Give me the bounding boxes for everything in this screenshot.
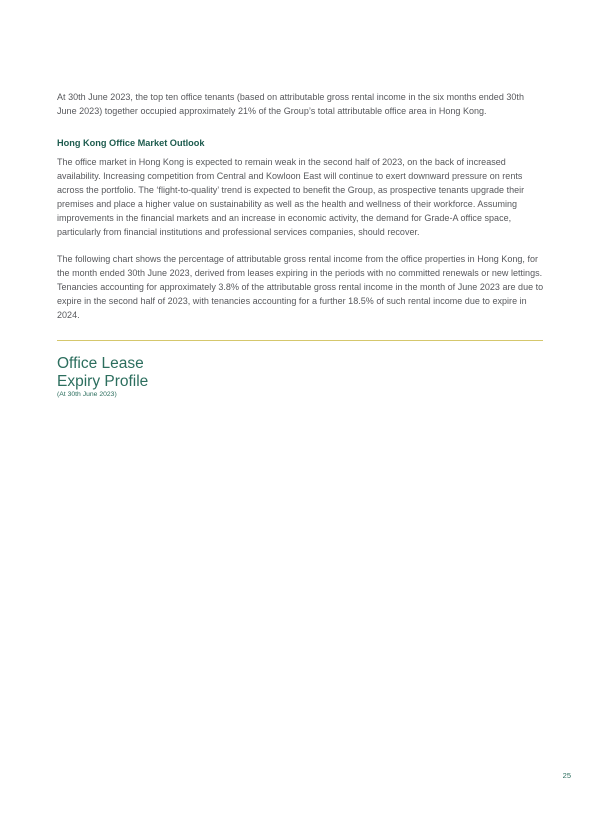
chart-title-line1: Office Lease <box>57 355 144 372</box>
page-number: 25 <box>562 771 571 780</box>
section-divider <box>57 340 543 341</box>
chart-description-paragraph: The following chart shows the percentage of attributable gross rental income from the office properties in Hong Kong, for the month ended 30th June 2023, derived from leases expiring in the periods with no committed renewals or new lettings. Tenancies accounting for approximately 3.8% of the attributable gross rental income in the month of June 2023 are due to expire in the second half of 2023, with tenancies accounting for a further 18.5% of such rental income due to expire in 2024. <box>57 254 544 320</box>
section-heading: Hong Kong Office Market Outlook <box>57 138 205 148</box>
intro-paragraph: At 30th June 2023, the top ten office tenants (based on attributable gross rental income in the six months ended 30th June 2023) together occupied approximately 21% of the Group’s total attributable office area in Hong Kong. <box>57 92 524 116</box>
market-outlook-paragraph: The office market in Hong Kong is expected to remain weak in the second half of 2023, on the back of increased availability. Increasing competition from Central and Kowloon East will continue to exert downward pressure on rents across the portfolio. The ‘flight-to-quality’ trend is expected to benefit the Group, as prospective tenants upgrade their premises and place a higher value on sustainability as well as the health and wellness of their workforce. Assuming improvements in the financial markets and an increase in economic activity, the demand for Grade-A office space, particularly from financial institutions and professional services companies, should recover. <box>57 157 525 237</box>
chart-section-title <box>57 355 148 391</box>
chart-title-line2: Expiry Profile <box>57 373 149 390</box>
chart-subtitle: (At 30th June 2023) <box>57 391 117 398</box>
